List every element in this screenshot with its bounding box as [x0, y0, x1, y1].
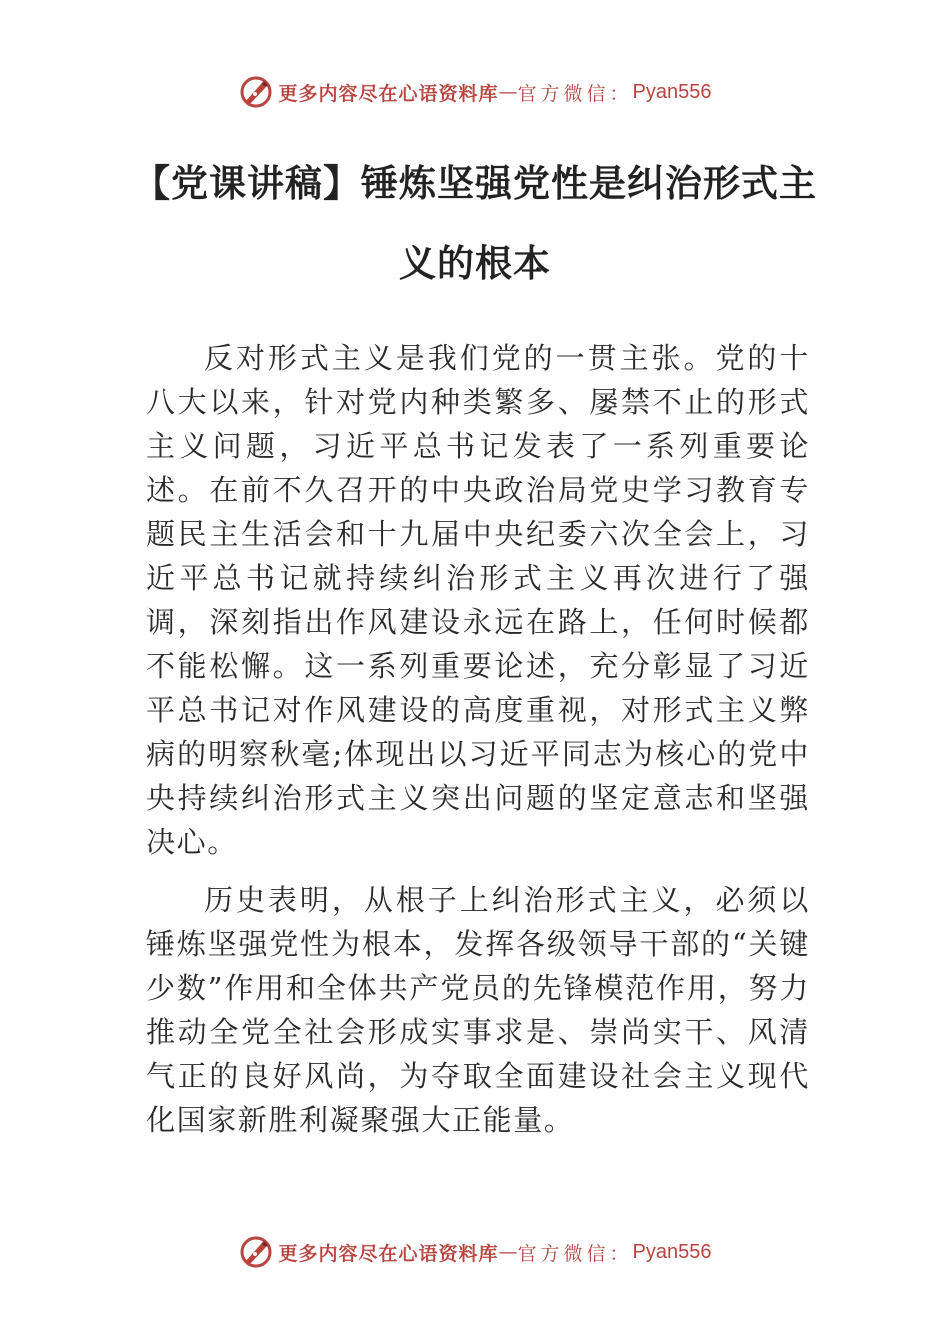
paragraph-2: 历史表明，从根子上纠治形式主义，必须以锤炼坚强党性为根本，发挥各级领导干部的“关键少数”作用和全体共产党员的先锋模范作用，努力推动全党全社会形成实事求是、崇尚实干、风清气正的良好风尚，为夺取全面建设社会主义现代化国家新胜利凝聚强大正能量。	[146, 883, 810, 1137]
document-title: 【党课讲稿】锤炼坚强党性是纠治形式主义的根本	[133, 160, 817, 285]
banner-site-text: 更多内容尽在心语资料库	[278, 82, 499, 105]
banner-wechat-label: 官方微信：	[517, 82, 633, 105]
banner-wechat-id: Pyan556	[632, 1240, 712, 1263]
pen-nib-logo-icon	[239, 75, 273, 109]
header-banner	[0, 72, 950, 112]
pen-nib-logo-icon	[239, 1235, 273, 1269]
banner-separator: —	[498, 81, 518, 103]
paragraph-1: 反对形式主义是我们党的一贯主张。党的十八大以来，针对党内种类繁多、屡禁不止的形式主义问题，习近平总书记发表了一系列重要论述。在前不久召开的中央政治局党史学习教育专题民主生活会和十九届中央纪委六次全会上，习近平总书记就持续纠治形式主义再次进行了强调，深刻指出作风建设永远在路上，任何时候都不能松懈。这一系列重要论述，充分彰显了习近平总书记对作风建设的高度重视，对形式主义弊病的明察秋毫;体现出以习近平同志为核心的党中央持续纠治形式主义突出问题的坚定意志和坚强决心。	[146, 341, 810, 859]
footer-banner	[0, 1232, 950, 1272]
banner-wechat-id: Pyan556	[632, 80, 712, 103]
banner-wechat-label: 官方微信：	[517, 1242, 633, 1265]
banner-separator: —	[498, 1241, 518, 1263]
banner-site-text: 更多内容尽在心语资料库	[278, 1242, 499, 1265]
article-body	[146, 336, 810, 1142]
